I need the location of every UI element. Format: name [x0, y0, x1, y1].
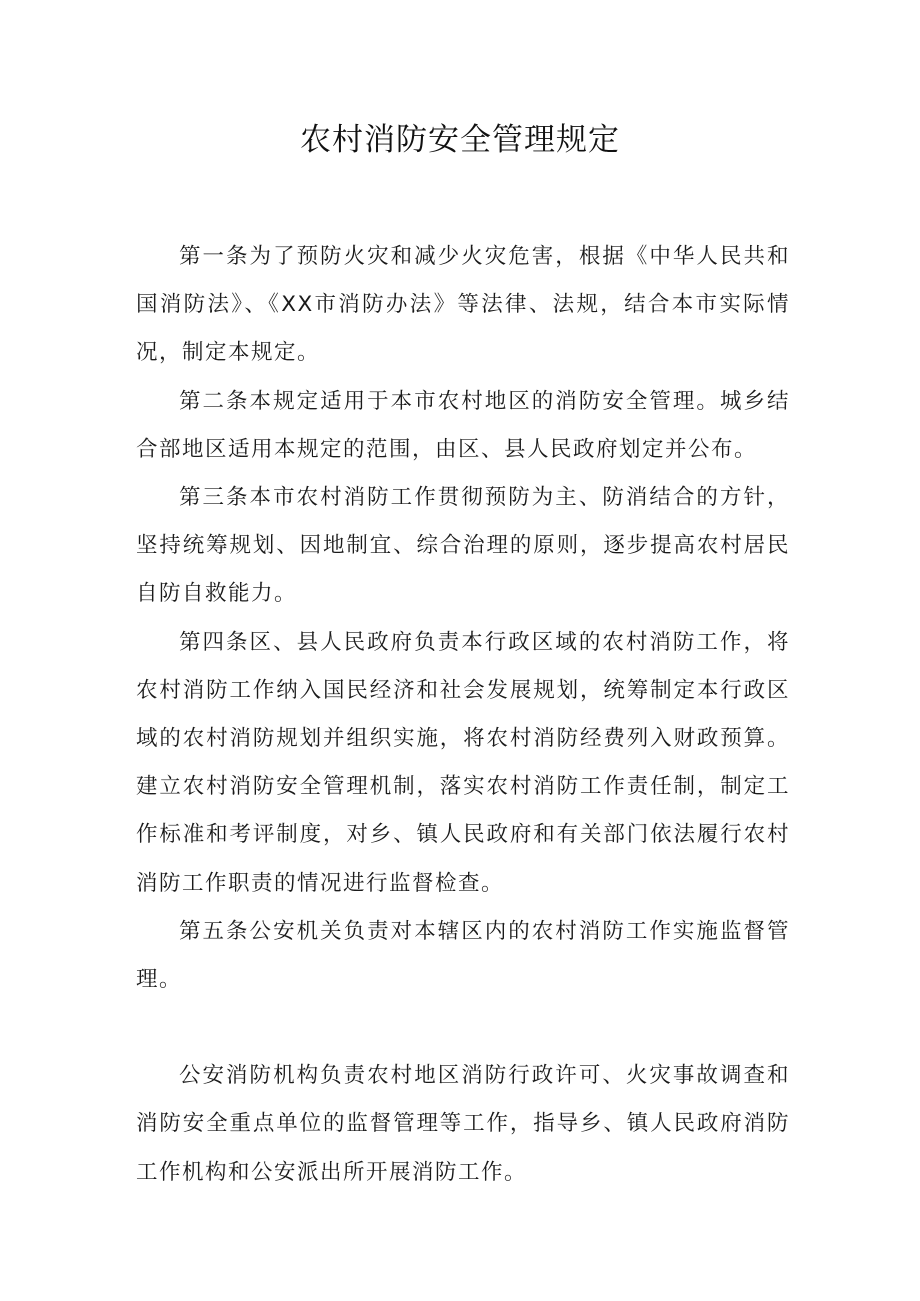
document-title: 农村消防安全管理规定 [300, 122, 620, 158]
article-4-paragraph: 第四条区、县人民政府负责本行政区域的农村消防工作，将农村消防工作纳入国民经济和社会发展规划，统筹制定本行政区域的农村消防规划并组织实施，将农村消防经费列入财政预算。建立农村消防安全管理机制，落实农村消防工作责任制，制定工作标准和考评制度，对乡、镇人民政府和有关部门依法履行农村消防工作职责的情况进行监督检查。 [136, 629, 790, 896]
article-3-paragraph: 第三条本市农村消防工作贯彻预防为主、防消结合的方针，坚持统筹规划、因地制宜、综合治理的原则，逐步提高农村居民自防自救能力。 [136, 485, 790, 607]
article-5-sub-paragraph: 公安消防机构负责农村地区消防行政许可、火灾事故调查和消防安全重点单位的监督管理等工作，指导乡、镇人民政府消防工作机构和公安派出所开展消防工作。 [136, 1063, 790, 1185]
article-2-paragraph: 第二条本规定适用于本市农村地区的消防安全管理。城乡结合部地区适用本规定的范围，由区、县人民政府划定并公布。 [136, 388, 790, 462]
article-1-paragraph: 第一条为了预防火灾和减少火灾危害，根据《中华人民共和国消防法》、《XX市消防办法》等法律、法规，结合本市实际情况，制定本规定。 [136, 244, 790, 366]
document-body [136, 233, 790, 1197]
article-5-paragraph: 第五条公安机关负责对本辖区内的农村消防工作实施监督管理。 [136, 918, 790, 993]
